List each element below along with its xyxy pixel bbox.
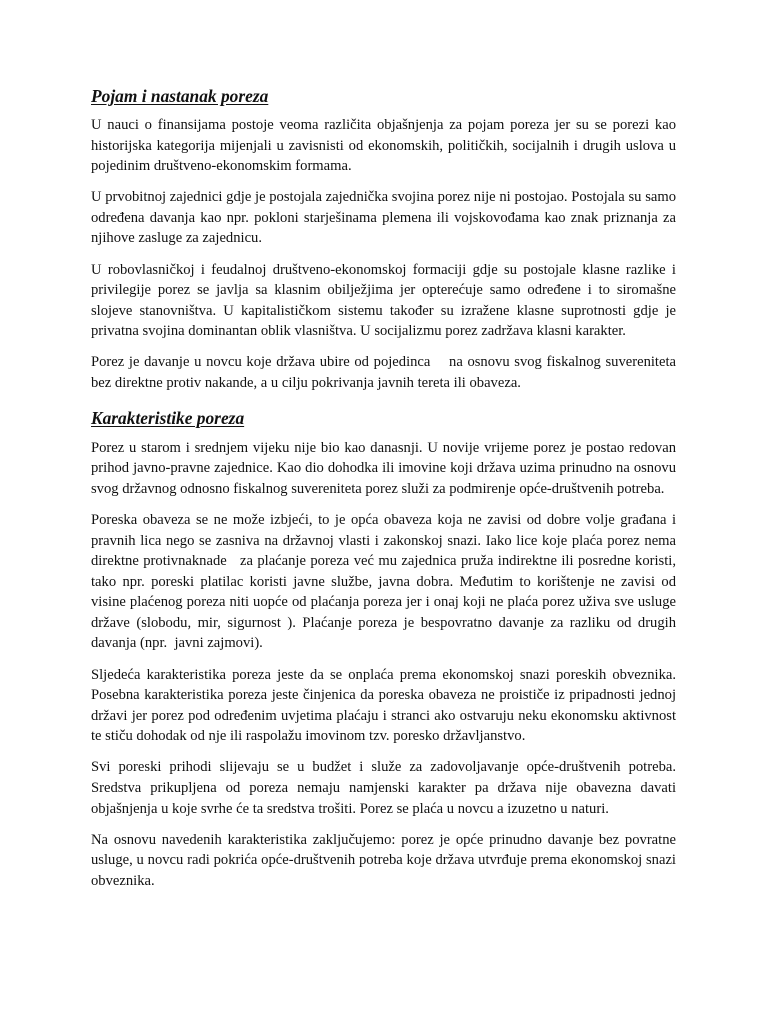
paragraph: Na osnovu navedenih karakteristika zaključujemo: porez je opće prinudno davanje bez povratne usluge, u novcu radi pokrića opće-društvenih potreba koje država utvrđuje prema ekonomskoj snazi obveznika. (91, 831, 680, 889)
section-heading-karakteristike: Karakteristike poreza (91, 407, 245, 428)
paragraph: Sljedeća karakteristika poreza jeste da se onplaća prema ekonomskoj snazi poreskih obveznika. Posebna karakteristika poreza jeste činjenica da poreska obaveza ne proističe iz pripadnosti jednoj državi jer porez pod određenim uvjetima plaćaju i stranci ako ostvaruju neku ekonomsku aktivnost te stiču dohodak od nje ili raspolažu imovinom tzv. poresko državljanstvo. (91, 666, 680, 745)
paragraph: Porez u starom i srednjem vijeku nije bio kao danasnji. U novije vrijeme porez je postao redovan prihod javno-pravne zajednice. Kao dio dohodka ili imovine koji država uzima prinudno na osnovu svog državnog odnosno fiskalnog suvereniteta porez služi za podmirenje opće-društvenih potreba. (91, 439, 680, 497)
paragraph: U nauci o finansijama postoje veoma različita objašnjenja za pojam poreza jer su se porezi kao historijska kategorija mijenjali u zavisnisti od ekonomskih, političkih, socijalnih i drugih uslova u pojedinim društveno-ekonomskim formama. (91, 117, 680, 175)
document-page (91, 84, 680, 902)
paragraph: Porez je davanje u novcu koje država ubire od pojedinca na osnovu svog fiskalnog suvereniteta bez direktne protiv nakande, a u cilju pokrivanja javnih tereta ili obaveza. (91, 354, 680, 392)
section-heading-pojam: Pojam i nastanak poreza (91, 86, 269, 106)
paragraph: Poreska obaveza se ne može izbjeći, to je opća obaveza koja ne zavisi od dobre volje građana i pravnih lica nego se zasniva na državnoj vlasti i zakonskoj snazi. Iako lice koje plaća porez nema direktne protivnaknade za plaćanje poreza već mu zajednica pruža indirektne ili posredne koristi, tako npr. poreski platilac koristi javne službe, javna dobra. Međutim to korištenje ne zavisi od visine plaćenog poreza niti uopće od plaćanja poreza jer i onaj koji ne plaća porez uživa sve usluge države (slobodu, mir, sigurnost ). Plaćanje poreza je bespovratno davanje za razliku od drugih davanja (npr. javni zajmovi). (91, 511, 680, 652)
paragraph: U robovlasničkoj i feudalnoj društveno-ekonomskoj formaciji gdje su postojale klasne razlike i privilegije porez se javlja sa klasnim obilježjima jer opterećuje samo određene i to siromašne slojeve stanovništva. U kapitalističkom sistemu također su izražene klasne suprotnosti gdje je privatna svojina dominantan oblik vlasništva. U socijalizmu porez zadržava klasni karakter. (91, 261, 680, 340)
paragraph: Svi poreski prihodi slijevaju se u budžet i služe za zadovoljavanje opće-društvenih potreba. Sredstva prikupljena od poreza nemaju namjenski karakter pa država nije obavezna davati objašnjenja u koje svrhe će ta sredstva trošiti. Porez se plaća u novcu a izuzetno u naturi. (91, 759, 680, 817)
paragraph: U prvobitnoj zajednici gdje je postojala zajednička svojina porez nije ni postojao. Postojala su samo određena davanja kao npr. pokloni starješinama plemena ili vojskovođama kao znak priznanja za njihove zasluge za zajednicu. (91, 189, 680, 247)
